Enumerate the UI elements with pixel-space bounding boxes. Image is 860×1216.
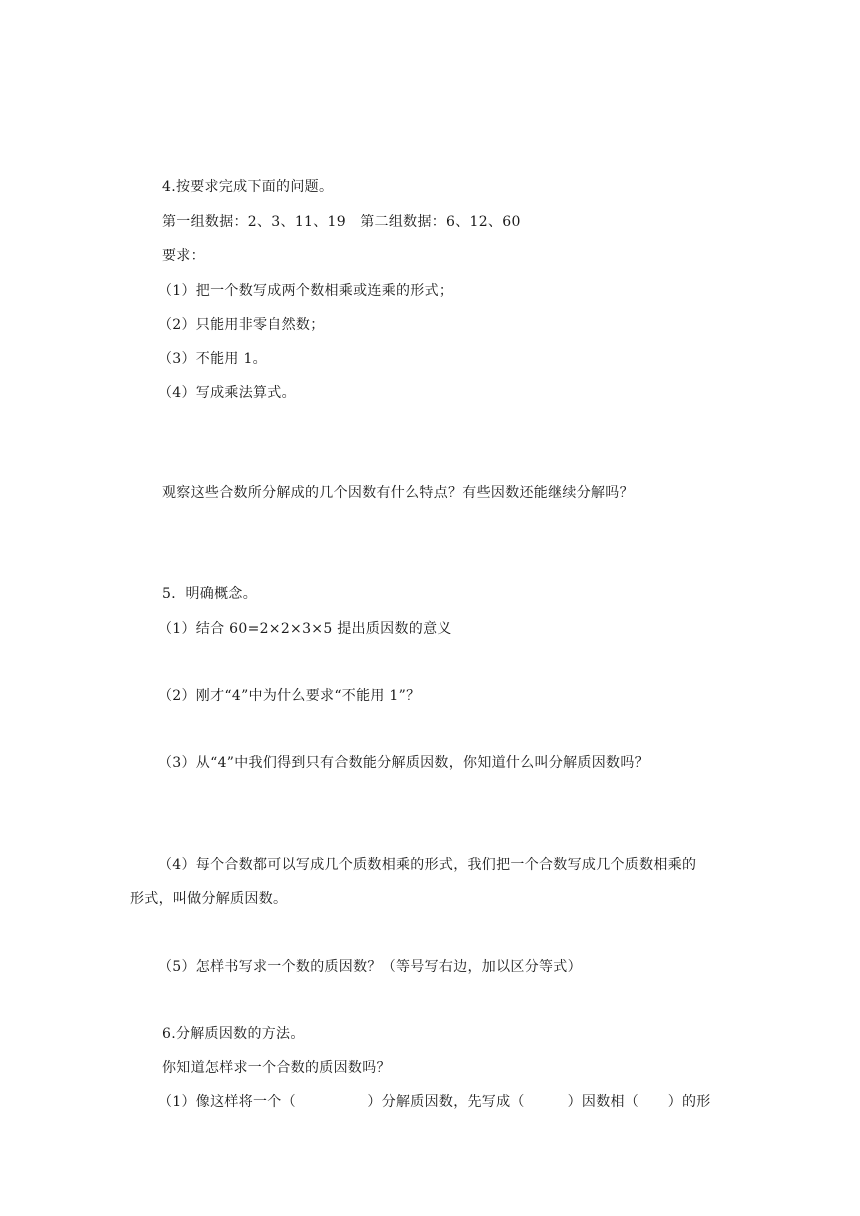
observation-question: 观察这些合数所分解成的几个因数有什么特点？有些因数还能继续分解吗？ (162, 485, 634, 501)
requirement-4: （4）写成乘法算式。 (158, 385, 296, 401)
requirements-label: 要求： (162, 248, 205, 264)
concept-item-5: （5）怎样书写求一个数的质因数？（等号写右边，加以区分等式） (158, 959, 582, 975)
concept-item-4-line-1: （4）每个合数都可以写成几个质数相乘的形式，我们把一个合数写成几个质数相乘的 (158, 857, 697, 873)
concept-item-3: （3）从“4”中我们得到只有合数能分解质因数，你知道什么叫分解质因数吗？ (158, 755, 649, 771)
question-6-heading: 6.分解质因数的方法。 (162, 1026, 305, 1042)
question-4-heading: 4.按要求完成下面的问题。 (162, 179, 334, 195)
method-item-1: （1）像这样将一个（ ）分解质因数，先写成（ ）因数相（ ）的形 (158, 1094, 711, 1110)
method-question: 你知道怎样求一个合数的质因数吗？ (162, 1060, 391, 1076)
concept-item-2: （2）刚才“4”中为什么要求“不能用 1”？ (158, 688, 421, 704)
requirement-3: （3）不能用 1。 (158, 351, 267, 367)
concept-item-1: （1）结合 60=2×2×3×5 提出质因数的意义 (158, 621, 452, 637)
concept-item-4-line-2: 形式，叫做分解质因数。 (130, 891, 288, 907)
requirement-2: （2）只能用非零自然数； (158, 317, 325, 333)
requirement-1: （1）把一个数写成两个数相乘或连乘的形式； (158, 283, 454, 299)
data-groups-line: 第一组数据：2、3、11、19 第二组数据：6、12、60 (162, 214, 521, 230)
question-5-heading: 5．明确概念。 (162, 586, 258, 602)
